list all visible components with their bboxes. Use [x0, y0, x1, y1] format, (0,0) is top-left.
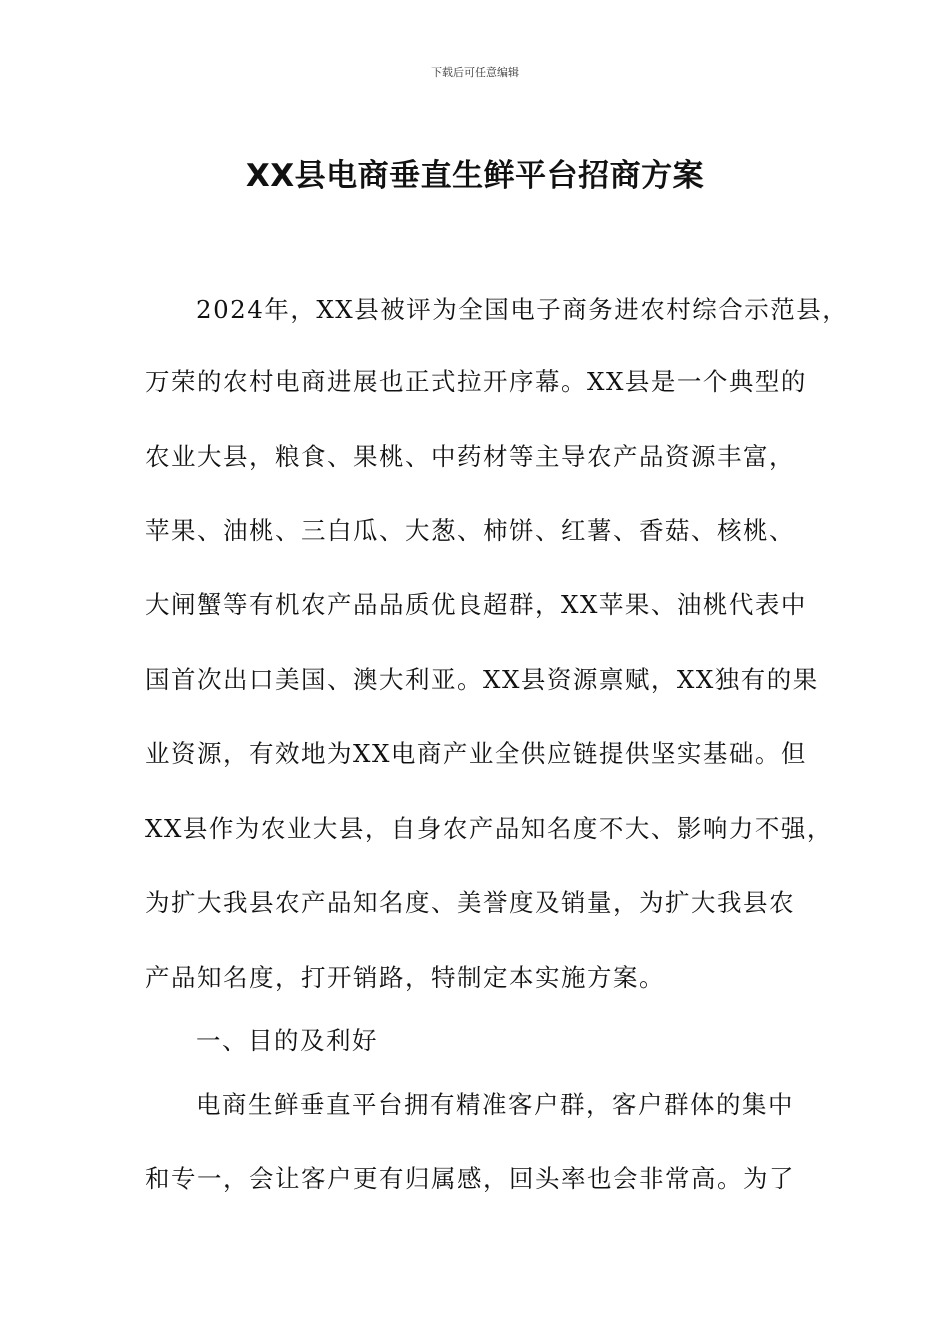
- body-line-2: 万荣的农村电商进展也正式拉开序幕。XX县是一个典型的: [145, 367, 807, 396]
- body-line-5: 大闸蟹等有机农产品品质优良超群，XX苹果、油桃代表中: [145, 590, 807, 619]
- header-note: 下载后可任意编辑: [431, 66, 519, 79]
- body-line-4: 苹果、油桃、三白瓜、大葱、柿饼、红薯、香菇、核桃、: [145, 516, 795, 545]
- document-title: XX县电商垂直生鲜平台招商方案: [245, 158, 705, 194]
- section-heading: 一、目的及利好: [196, 1026, 378, 1055]
- body-line-8: XX县作为农业大县，自身农产品知名度不大、影响力不强，: [145, 814, 833, 843]
- body-line-9: 为扩大我县农产品知名度、美誉度及销量，为扩大我县农: [145, 888, 795, 917]
- body-line-1: 2024年，XX县被评为全国电子商务进农村综合示范县，: [196, 295, 849, 324]
- body-line-7: 业资源，有效地为XX电商产业全供应链提供坚实基础。但: [145, 739, 807, 768]
- body-line-6: 国首次出口美国、澳大利亚。XX县资源禀赋，XX独有的果: [145, 665, 819, 694]
- section-line-2: 和专一，会让客户更有归属感，回头率也会非常高。为了: [145, 1164, 795, 1193]
- section-line-1: 电商生鲜垂直平台拥有精准客户群，客户群体的集中: [196, 1090, 794, 1119]
- body-line-3: 农业大县，粮食、果桃、中药材等主导农产品资源丰富，: [145, 442, 795, 471]
- body-line-10: 产品知名度，打开销路，特制定本实施方案。: [145, 963, 665, 992]
